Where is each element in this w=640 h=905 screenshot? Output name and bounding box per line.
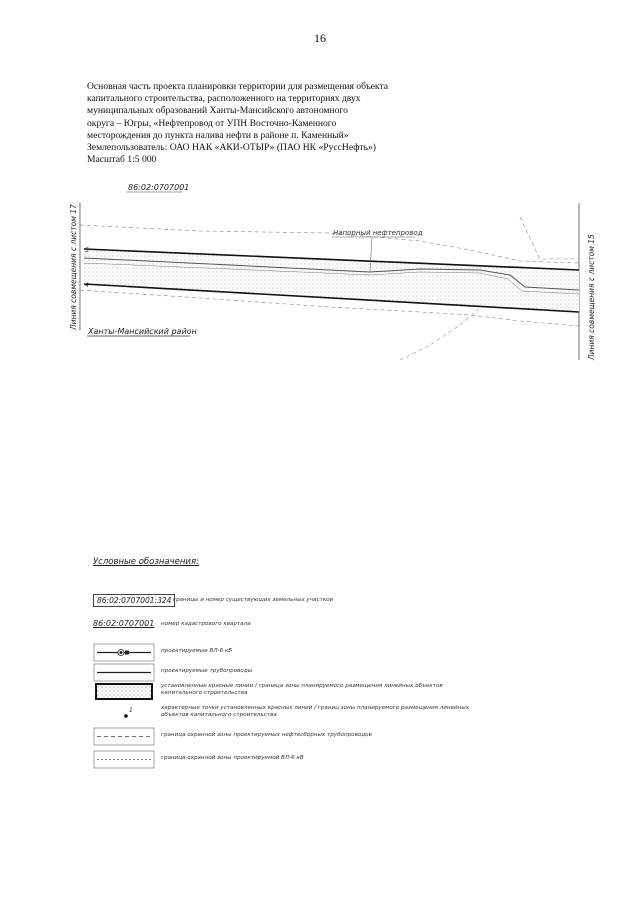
header-line: муниципальных образований Ханты-Мансийского автономного [87,105,348,117]
vl-protection-zone-symbol [93,750,155,770]
legend-item-pipe-zone [93,727,593,747]
vl-symbol [93,643,155,663]
header-line: Землепользователь: ОАО НАК «АКИ-ОТЫР» (ПАО НК «РуссНефть») [87,142,376,154]
legend-title: Условные обозначения: [93,557,199,567]
point-label: 5 [85,247,89,254]
legend-text: граница охранной зоны проектируемых нефтесборных трубопроводов [161,732,372,738]
legend-item-quarter [93,617,593,637]
header-line: Масштаб 1:5 000 [87,154,157,166]
legend-item-points [93,704,593,724]
legend-text: номер кадастрового квартала [161,621,251,627]
legend-text: характерные точки установленных красных линий / границ зоны планируемого размещения линейных объектов капитального строительства [161,705,470,718]
left-match-label: Линия совмещения с листом 17 [69,204,78,330]
existing-pipeline-label: Напорный нефтепровод [333,229,423,237]
header-line: месторождения до пункта налива нефти в районе п. Каменный» [87,129,349,141]
district-label: Ханты-Мансийский район [88,327,197,336]
characteristic-point-symbol [93,704,155,724]
legend-item-parcel [93,592,593,612]
right-match-label: Линия совмещения с листом 15 [587,234,596,360]
legend-text: проектируемые ВЛ-6 кВ [161,648,233,654]
legend-text: установленные красные линии / граница зоны планируемого размещения линейных объектов капитального строительства [161,683,443,696]
quarter-sample: 86:02:0707001 [93,619,155,628]
red-lines-symbol [93,682,155,702]
planned-zone [84,249,579,312]
svg-text:1: 1 [129,707,133,714]
legend-item-vl-zone [93,750,593,770]
legend-text: проектируемые трубопроводы [161,668,253,674]
legend-text: границы и номер существующих земельных участков [173,597,334,603]
legend-text: граница охранной зоны проектируемой ВЛ-6 кВ [161,755,304,761]
parcel-sample: 86:02:0707001:324 [93,594,175,607]
point-label: 4 [85,282,89,289]
project-header [87,81,447,166]
planning-drawing [0,175,640,375]
pipe-protection-zone-symbol [93,727,155,747]
quarter-number: 86:02:0707001 [128,183,190,192]
legend-item-red-lines [93,682,593,702]
pipeline-symbol [93,663,155,683]
header-line: Основная часть проекта планировки территории для размещения объекта [87,81,389,92]
legend-item-pipes [93,663,593,683]
page-number: 16 [314,31,326,45]
legend-item-vl [93,643,593,663]
header-line: капитального строительства, расположенного на территориях двух [87,93,361,105]
header-line: округа – Югры, «Нефтепровод от УПН Восточно-Каменного [87,117,337,129]
